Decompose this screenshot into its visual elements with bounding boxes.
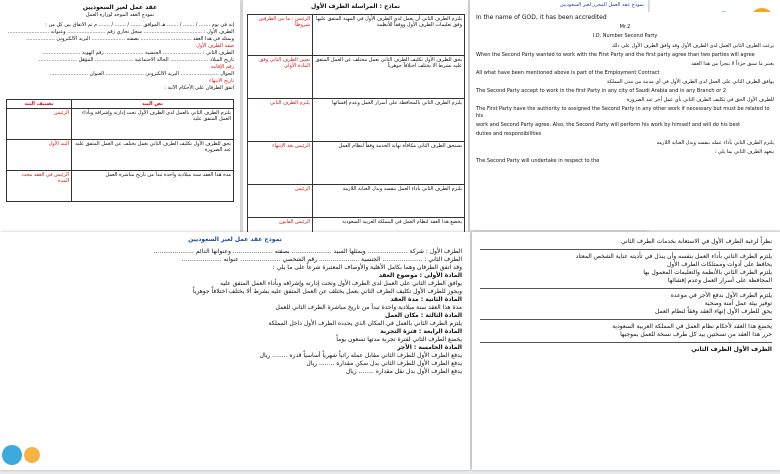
row-text: يستحق الطرف الثاني مكافأة نهاية الخدمة وفقاً لنظام العمل xyxy=(313,142,465,185)
mr-label: Mr.2 xyxy=(619,24,631,30)
clause-text: مدة هذا العقد سنة ميلادية واحدة تبدأ من تاريخ مباشرة العمل xyxy=(72,171,234,202)
article-heading: المادة الثانية : مدة العقد xyxy=(390,296,462,303)
watermark-logo xyxy=(0,440,60,470)
article-heading: المادة الخامسة : الأجر xyxy=(397,344,462,351)
sheet4-line: يخضع الطرف الثاني لفترة تجربة مدتها تسعون يوماً xyxy=(336,336,462,343)
sheet1-line: الجوال ........................ البريد الالكتروني ........................ العنوان ........................ xyxy=(49,71,234,77)
sheet1-line: الطرف الثاني : ........................ الجنسية ........................ رقم الهوية ........................ xyxy=(42,50,234,56)
row-label: الرئيس بعد الإنتهاء xyxy=(248,142,313,185)
sheet4-line: يدفع الطرف الأول للطرف الثاني بدل سكن مقداره ........ ريال xyxy=(306,360,462,367)
sheet5-line: توفير بيئة عمل آمنة وصحية xyxy=(704,300,772,307)
red-note: صفة الطرف الأول xyxy=(196,43,234,49)
arabic-line: يرغب الطرف الثاني العمل لدى الطرف الأول وقد وافق الطرف الأول على ذلك xyxy=(611,43,774,49)
sheet1-line: الطرف الأول : ..................................... سجل تجاري رقم ........................ وعنوانه .......................... xyxy=(7,29,234,35)
sheet5-line: يلتزم الطرف الثاني بأداء العمل بنفسه وأن يبذل في تأديته عناية الشخص المعتاد xyxy=(575,253,772,260)
sheet5-line: المحافظة على أسرار العمل وعدم إفشائها xyxy=(667,277,772,284)
table-row xyxy=(7,109,234,140)
sheet5-line: حرر هذا العقد من نسختين بيد كل طرف نسخة للعمل بموجبها xyxy=(620,331,772,338)
sheet1-line: تاريخ الميلاد ........................ الحالة الاجتماعية ........................ المؤهل ........................ xyxy=(38,57,234,63)
sheet4-line: مدة هذا العقد سنة ميلادية واحدة تبدأ من تاريخ مباشرة الطرف الثاني للعمل xyxy=(275,304,462,311)
clause-label: الرئيس في العقد محدد المدة xyxy=(7,171,72,202)
red-note: تاريخ الانتهاء xyxy=(209,78,234,84)
sheet5-line: يلتزم الطرف الثاني بالأنظمة والتعليمات المعمول بها xyxy=(643,269,772,276)
row-label: الرئيس xyxy=(248,185,313,218)
table-row xyxy=(248,15,465,56)
signature-line: الطرف الأول الطرف الثاني xyxy=(691,346,772,353)
table-row xyxy=(248,185,465,218)
article-heading: المادة الأولى : موضوع العقد xyxy=(378,272,462,279)
row-text: يخضع هذا العقد لنظام العمل في المملكة العربية السعودية xyxy=(313,218,465,261)
id-line: I.D. Number Second Party xyxy=(592,33,658,39)
sheet1-line: اتفق الطرفان على الأحكام الآتية : xyxy=(164,85,234,91)
row-text: يلتزم الطرف الثاني بأداء العمل بنفسه وبذل العناية اللازمة xyxy=(313,185,465,218)
row-text: يلتزم الطرف الثاني أن يعمل لدى الطرف الأول في المهنة المتفق عليها وفق تعليمات الطرف الأول ووفقاً للأنظمة xyxy=(313,15,465,56)
sheet5-line: يخضع هذا العقد لأحكام نظام العمل في المملكة العربية السعودية xyxy=(612,323,772,330)
english-paragraph: When the Second Party wanted to work with the First Party and the first party agree than two parties will agree xyxy=(476,52,755,58)
red-note: رقم الإقامة xyxy=(210,64,234,70)
row-label: يلتزم الطرف الثاني xyxy=(248,99,313,142)
sheet4-line: يوافق الطرف الثاني على العمل لدى الطرف الأول وتحت إدارته وإشرافه وبأداء العمل المتفق عليه xyxy=(220,280,462,287)
sheet4-line: يلتزم الطرف الثاني بالعمل في المكان الذي يحدده الطرف الأول داخل المملكة xyxy=(268,320,462,327)
sheet5-line: يحافظ على أدوات وممتلكات الطرف الأول xyxy=(666,261,772,268)
contract-text-sheet xyxy=(0,232,470,470)
table-row xyxy=(248,99,465,142)
sheet1-line: ويمثله في هذا العقد ................................ بصفته ..................... البريد الالكتروني .................. xyxy=(26,36,234,42)
sheet1-title: عقد عمل لغير السعوديين xyxy=(82,4,158,11)
sheet2-table xyxy=(247,14,465,261)
sheet4-line: يدفع الطرف الأول بدل نقل مقداره ........ ريال xyxy=(345,368,462,375)
english-paragraph: duties and responsibilities xyxy=(476,131,542,137)
clause-label: البند الأول xyxy=(7,140,72,171)
greeting: In the name of GOD, it has been accredited xyxy=(476,14,607,21)
sheet2-title: نماذج : المراسلة الطرف الأول xyxy=(310,3,401,10)
table-row xyxy=(248,142,465,185)
row-text: يحق للطرف الأول تكليف الطرف الثاني بعمل مختلف عن العمل المتفق عليه بشرط ألا يختلف اختلافاً جوهرياً xyxy=(313,56,465,99)
sheet5-line: يحق للطرف الأول إنهاء العقد وفقاً لنظام العمل xyxy=(655,308,772,315)
arabic-line: للطرف الأول الحق في تكليف الطرف الثاني بأي عمل آخر عند الضرورة xyxy=(626,97,774,103)
sheet1-line: إنه في يوم ....... / ....... / ....... هـ الموافق ....... / ....... / ....... م تم الاتفاق بين كل من : xyxy=(45,22,234,28)
top-link[interactable]: نموذج عقد العمل المحرر لغير السعوديين xyxy=(559,2,644,8)
clause-text: يلتزم الطرف الثاني بالعمل لدى الطرف الأول تحت إدارته وإشرافه وبأداء العمل المتفق عليه xyxy=(72,109,234,140)
arabic-line: يتعهد الطرف الثاني بما يلي : xyxy=(714,149,774,155)
contract-continuation-sheet xyxy=(472,232,780,470)
english-paragraph: work and Second Party agree. Also, the Second Party will perform his work by himself and will do his best xyxy=(476,122,741,128)
sheet4-line: الطرف الأول : شركة ..................... ويمثلها السيد ..................... بصفته ..................... وعنوانها الدائم ..................... xyxy=(153,248,462,255)
article-heading: المادة الرابعة : فترة التجربة xyxy=(380,328,462,335)
arabic-line: يوافق الطرف الثاني على العمل لدى الطرف الأول في أي مدينة من مدن المملكة xyxy=(606,79,774,85)
row-label: الرئيس القانون xyxy=(248,218,313,261)
col-header-label: تصنيف البند xyxy=(7,100,72,109)
sheet4-line: يدفع الطرف الأول للطرف الثاني مقابل عمله راتباً شهرياً أساسياً قدره ........ ريال xyxy=(259,352,462,359)
arabic-line: يلتزم الطرف الثاني بأداء عمله بنفسه وبذل العناية اللازمة xyxy=(656,140,774,146)
english-paragraph: All what have been mentioned above is part of the Employment Contract xyxy=(476,70,660,76)
english-paragraph: The Second Party will undertake in respect to the xyxy=(476,158,600,164)
sheet4-line: ويجوز للطرف الأول تكليف الطرف الثاني بعمل يختلف عن العمل المتفق عليه بشرط ألا يختلف اختلافاً جوهرياً xyxy=(192,288,462,295)
sheet1-subtitle: نموذج العقد الموحد لوزارة العمل xyxy=(85,12,155,18)
table-row xyxy=(7,171,234,202)
table-row xyxy=(248,56,465,99)
sheet5-line: يلتزم الطرف الأول بدفع الأجر في موعده xyxy=(670,292,772,299)
col-header-text: نص البند xyxy=(72,100,234,109)
article-heading: المادة الثالثة : مكان العمل xyxy=(385,312,462,319)
clause-label: الرئيس xyxy=(7,109,72,140)
sheet5-line: نظراً لرغبة الطرف الأول في الاستعانة بخدمات الطرف الثاني xyxy=(621,238,772,245)
row-label: تعيين الطرف الثاني وفق المادة الأولى xyxy=(248,56,313,99)
clause-text: يحق للطرف الأول تكليف الطرف الثاني بعمل يختلف عن العمل المتفق عليه عند الضرورة xyxy=(72,140,234,171)
sheet4-line: الطرف الثاني : ..................... الجنسية ..................... رقم الشخصي ..................... عنوانه ..................... xyxy=(181,256,462,263)
english-paragraph: The First Party have the authority to assigned the Second Party in any other work if necessary but must be related to his xyxy=(476,106,770,119)
table-row xyxy=(7,140,234,171)
clauses-table xyxy=(6,99,234,202)
watermark-graphic xyxy=(0,440,60,470)
sheet4-line: وقد اتفق الطرفان وهما بكامل الأهلية والأوصاف المعتبرة شرعاً على ما يلي : xyxy=(272,264,462,271)
row-text: يلتزم الطرف الثاني بالمحافظة على أسرار العمل وعدم إفشائها xyxy=(313,99,465,142)
english-paragraph: The Second Party accept to work in the first Party in any city of Saudi Arabia and in any Branch or 2 xyxy=(476,88,727,94)
row-label: الرئيس : ما بين الطرفين شروطاً xyxy=(248,15,313,56)
sheet4-title: نموذج عقد عمل لغير السعوديين xyxy=(188,236,282,243)
bilingual-contract-sheet-right xyxy=(470,0,780,230)
arabic-line: يعتبر ما سبق جزءاً لا يتجزأ من هذا العقد xyxy=(691,61,774,67)
